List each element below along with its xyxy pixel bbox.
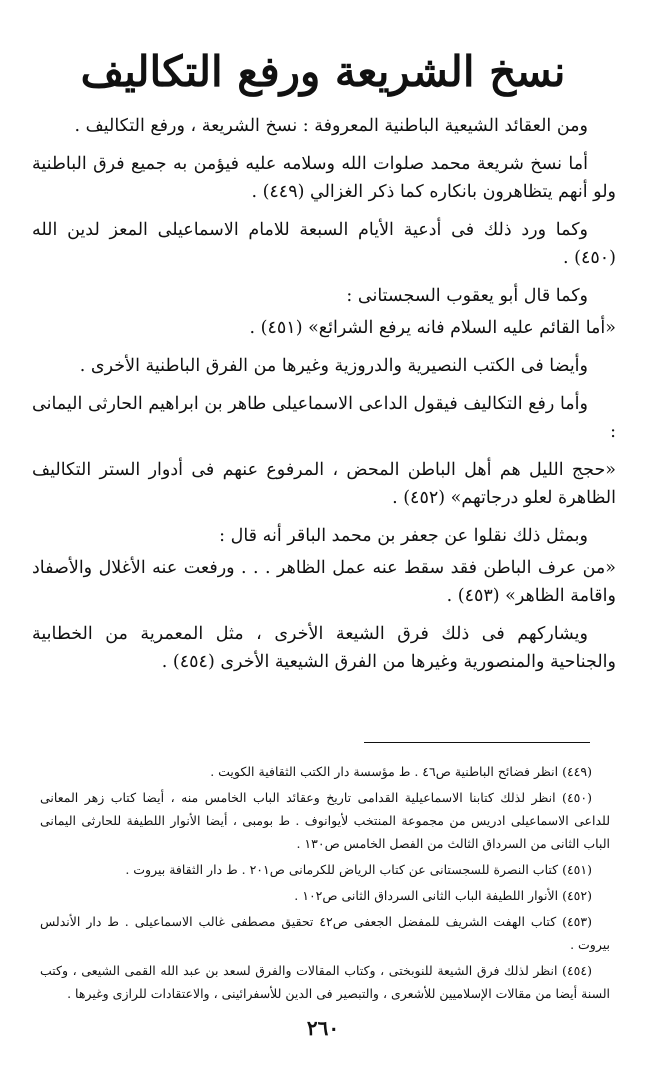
quotation: «أما القائم عليه السلام فانه يرفع الشرائع» (٤٥١) . — [249, 318, 616, 338]
footnote: (٤٤٩) انظر فضائح الباطنية ص٤٦ . ط مؤسسة دار الكتب الثقافية الكويت . — [210, 764, 592, 779]
paragraph: وكما ورد ذلك فى أدعية الأيام السبعة للامام الاسماعيلى المعز لدين الله (٤٥٠) . — [32, 220, 616, 268]
paragraph: وأيضا فى الكتب النصيرية والدروزية وغيرها من الفرق الباطنية الأخرى . — [79, 356, 588, 376]
footnote: (٤٥٣) كتاب الهفت الشريف للمفضل الجعفى ص٤٢ تحقيق مصطفى غالب الاسماعيلى . ط دار الأندلس بيروت . — [40, 914, 610, 952]
footnote: (٤٥٤) انظر لذلك فرق الشيعة للنوبختى ، وكتاب المقالات والفرق لسعد بن عبد الله القمى الشيعى ، وكتب السنة أيضا من مقالات الإسلاميين للأشعرى ، والتبصير فى الدين للأسفرائينى ، والاعتقادات للرازى وغيرها . — [40, 963, 610, 1001]
footnote-divider — [364, 742, 590, 743]
quotation: «حجج الليل هم أهل الباطن المحض ، المرفوع عنهم فى أدوار الستر التكاليف الظاهرة لعلو درجاتهم» (٤٥٢) . — [32, 460, 616, 508]
paragraph: أما نسخ شريعة محمد صلوات الله وسلامه عليه فيؤمن به جميع فرق الباطنية ولو أنهم يتظاهرون بانكاره كما ذكر الغزالي (٤٤٩) . — [32, 154, 616, 202]
quotation: «من عرف الباطن فقد سقط عنه عمل الظاهر . . . ورفعت عنه الأغلال والأصفاد واقامة الظاهر» (٤٥٣) . — [32, 558, 616, 606]
footnote: (٤٥١) كتاب النصرة للسجستانى عن كتاب الرياض للكرمانى ص٢٠١ . ط دار الثقافة بيروت . — [125, 862, 592, 877]
paragraph: وبمثل ذلك نقلوا عن جعفر بن محمد الباقر أنه قال : — [219, 526, 588, 546]
paragraph: وكما قال أبو يعقوب السجستانى : — [346, 286, 588, 306]
page-number: ٢٦٠ — [306, 1016, 340, 1040]
footnotes — [40, 760, 610, 1008]
chapter-title: نسخ الشريعة ورفع التكاليف — [80, 47, 566, 96]
paragraph: ومن العقائد الشيعية الباطنية المعروفة : نسخ الشريعة ، ورفع التكاليف . — [74, 116, 588, 136]
main-text — [32, 112, 616, 680]
footnote: (٤٥٢) الأنوار اللطيفة الباب الثانى السرداق الثانى ص١٠٢ . — [294, 888, 592, 903]
paragraph: وأما رفع التكاليف فيقول الداعى الاسماعيلى طاهر بن ابراهيم الحارثى اليمانى : — [32, 394, 616, 442]
paragraph: ويشاركهم فى ذلك فرق الشيعة الأخرى ، مثل المعمرية من الخطابية والجناحية والمنصورية وغيرها من الفرق الشيعية الأخرى (٤٥٤) . — [32, 624, 616, 672]
footnote: (٤٥٠) انظر لذلك كتابنا الاسماعيلية القدامى تاريخ وعقائد الباب الخامس منه ، أيضا كتاب زهر المعانى للداعى الاسماعيلى ادريس من مجموعة المنتخب لأيوانوف . ط بومبى ، أيضا الأنوار اللطيفة للحارثى اليمانى الباب الثانى من السرداق الثالث من الفصل الخامس ص١٣٠ . — [40, 790, 610, 851]
